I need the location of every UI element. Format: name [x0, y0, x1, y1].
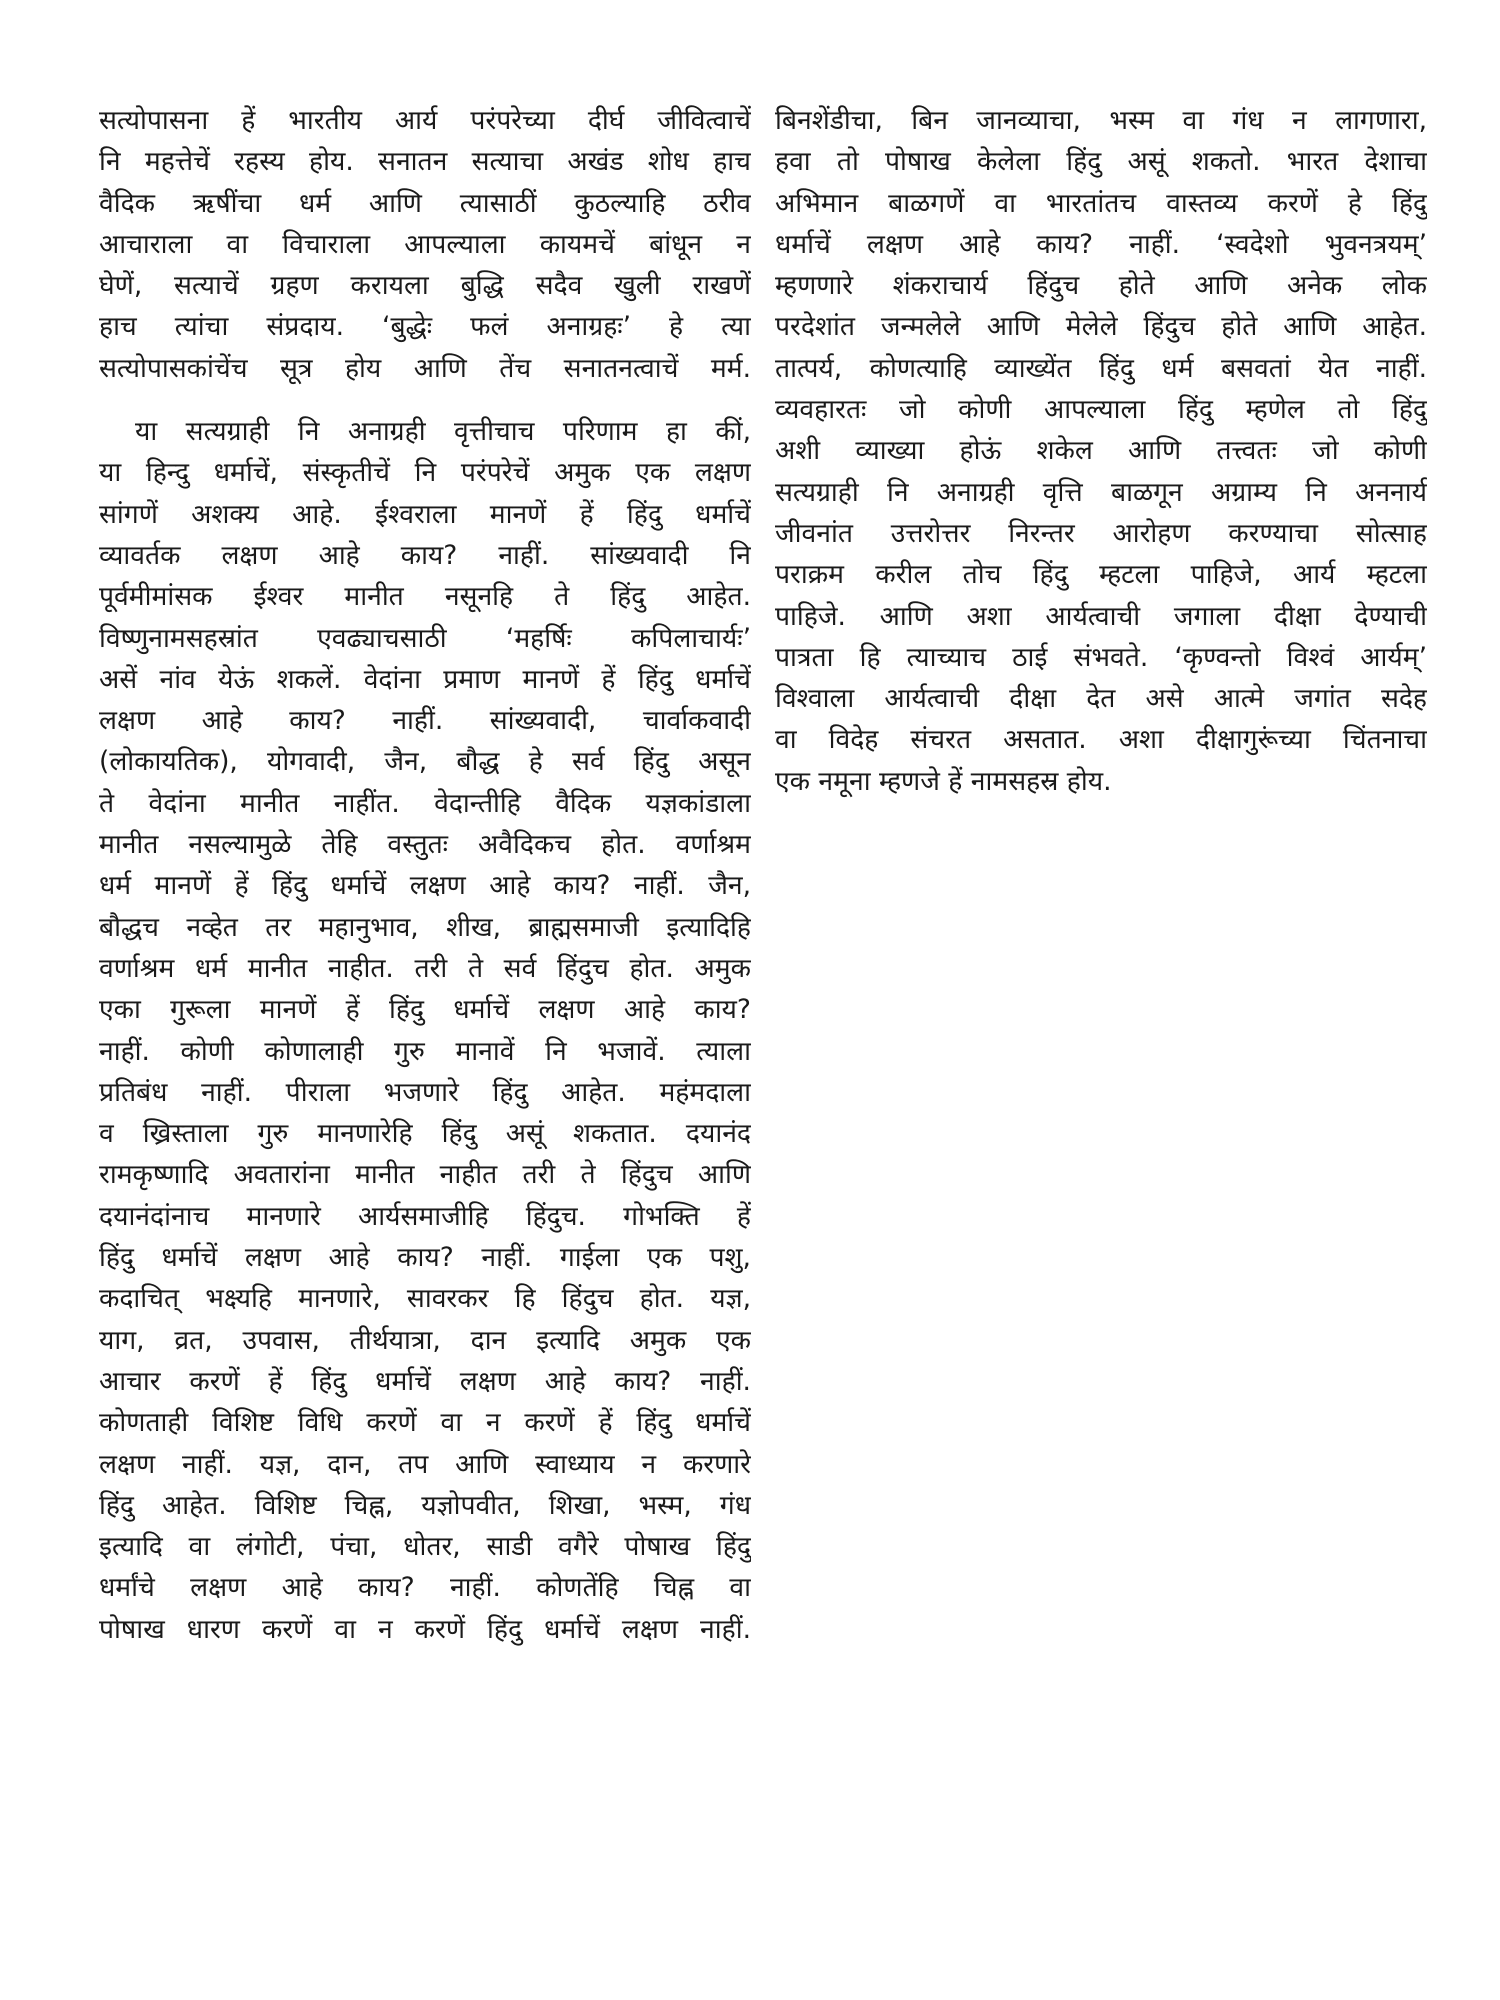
text-line: हवा तो पोषाख केलेला हिंदु असूं शकतो. भारत देशाचा: [775, 146, 1427, 178]
text-line: या सत्यग्राही नि अनाग्रही वृत्तीचाच परिणाम हा कीं,: [135, 416, 751, 448]
text-line: हिंदु आहेत. विशिष्ट चिह्न, यज्ञोपवीत, शिखा, भस्म, गंध: [99, 1489, 751, 1521]
text-line: दयानंदांनाच मानणारे आर्यसमाजीहि हिंदुच. गोभक्ति हें: [99, 1200, 751, 1232]
text-line: म्हणणारे शंकराचार्य हिंदुच होते आणि अनेक लोक: [775, 270, 1427, 302]
text-line: कदाचित् भक्ष्यहि मानणारे, सावरकर हि हिंदुच होत. यज्ञ,: [99, 1283, 751, 1315]
text-line: बौद्धच नव्हेत तर महानुभाव, शीख, ब्राह्मसमाजी इत्यादिहि: [99, 911, 751, 943]
text-line: विश्वाला आर्यत्वाची दीक्षा देत असे आत्मे जगांत सदेह: [775, 683, 1427, 715]
text-line: अशी व्याख्या होऊं शकेल आणि तत्त्वतः जो कोणी: [775, 435, 1427, 467]
text-line: लक्षण आहे काय? नाहीं. सांख्यवादी, चार्वाकवादी: [99, 705, 751, 737]
text-line: असें नांव येऊं शकलें. वेदांना प्रमाण मानणें हें हिंदु धर्माचें: [99, 663, 751, 695]
text-line: विष्णुनामसहस्रांत एवढ्याचसाठी ‘महर्षिः कपिलाचार्यः’: [99, 622, 751, 654]
text-line: सत्योपासकांचेंच सूत्र होय आणि तेंच सनातनत्वाचें मर्म.: [99, 352, 751, 384]
text-line: कोणताही विशिष्ट विधि करणें वा न करणें हें हिंदु धर्माचें: [99, 1407, 751, 1439]
text-line: व्यावर्तक लक्षण आहे काय? नाहीं. सांख्यवादी नि: [99, 539, 751, 571]
text-line: (लोकायतिक), योगवादी, जैन, बौद्ध हे सर्व हिंदु असून: [99, 746, 751, 778]
text-line: पराक्रम करील तोच हिंदु म्हटला पाहिजे, आर्य म्हटला: [775, 559, 1427, 591]
text-line: वर्णाश्रम धर्म मानीत नाहीत. तरी ते सर्व हिंदुच होत. अमुक: [99, 952, 751, 984]
text-line: या हिन्दु धर्माचें, संस्कृतीचें नि परंपरेचें अमुक एक लक्षण: [99, 457, 751, 489]
text-line: धर्म मानणें हें हिंदु धर्माचें लक्षण आहे काय? नाहीं. जैन,: [99, 870, 751, 902]
text-line: जीवनांत उत्तरोत्तर निरन्तर आरोहण करण्याचा सोत्साह: [775, 517, 1427, 549]
text-line: पोषाख धारण करणें वा न करणें हिंदु धर्माचें लक्षण नाहीं.: [99, 1613, 751, 1645]
paragraph-1: [99, 100, 751, 389]
text-line: तात्पर्य, कोणत्याहि व्याख्येंत हिंदु धर्म बसवतां येत नाहीं.: [775, 352, 1427, 384]
text-line: घेणें, सत्याचें ग्रहण करायला बुद्धि सदैव खुली राखणें: [99, 270, 751, 302]
text-line: नाहीं. कोणी कोणालाही गुरु मानावें नि भजावें. त्याला: [99, 1035, 751, 1067]
text-line: बिनशेंडीचा, बिन जानव्याचा, भस्म वा गंध न लागणारा,: [775, 105, 1427, 136]
text-line: रामकृष्णादि अवतारांना मानीत नाहीत तरी ते हिंदुच आणि: [99, 1159, 751, 1191]
paragraph-2: [99, 411, 751, 1650]
text-line: पूर्वमीमांसक ईश्वर मानीत नसूनहि ते हिंदु आहेत.: [99, 581, 751, 613]
text-line: धर्माचें लक्षण आहे काय? नाहीं. ‘स्वदेशो भुवनत्रयम्’: [775, 228, 1427, 260]
text-line: वा विदेह संचरत असतात. अशा दीक्षागुरूंच्या चिंतनाचा: [775, 724, 1427, 756]
text-line: व ख्रिस्ताला गुरु मानणारेहि हिंदु असूं शकतात. दयानंद: [99, 1118, 751, 1150]
text-line: सत्योपासना हें भारतीय आर्य परंपरेच्या दीर्घ जीवित्वाचें: [99, 105, 751, 136]
text-line: व्यवहारतः जो कोणी आपल्याला हिंदु म्हणेल तो हिंदु: [775, 394, 1427, 426]
text-line: वैदिक ऋषींचा धर्म आणि त्यासाठीं कुठल्याहि ठरीव: [99, 187, 751, 219]
text-line: परदेशांत जन्मलेले आणि मेलेले हिंदुच होते आणि आहेत.: [775, 311, 1427, 343]
text-line: एक नमूना म्हणजे हें नामसहस्र होय.: [775, 765, 1112, 797]
text-line: ते वेदांना मानीत नाहींत. वेदान्तीहि वैदिक यज्ञकांडाला: [99, 787, 751, 819]
text-line: प्रतिबंध नाहीं. पीराला भजणारे हिंदु आहेत. महंमदाला: [99, 1076, 751, 1108]
text-line: अभिमान बाळगणें वा भारतांतच वास्तव्य करणें हे हिंदु: [775, 187, 1427, 219]
text-line: हिंदु धर्माचें लक्षण आहे काय? नाहीं. गाईला एक पशु,: [99, 1242, 751, 1274]
text-line: एका गुरूला मानणें हें हिंदु धर्माचें लक्षण आहे काय?: [99, 994, 751, 1026]
paragraph-3: [775, 100, 1427, 802]
right-column: [775, 100, 1427, 802]
text-line: पात्रता हि त्याच्याच ठाई संभवते. ‘कृण्वन्तो विश्वं आर्यम्’: [775, 641, 1427, 673]
text-line: याग, व्रत, उपवास, तीर्थयात्रा, दान इत्यादि अमुक एक: [99, 1324, 751, 1356]
text-line: इत्यादि वा लंगोटी, पंचा, धोतर, साडी वगैरे पोषाख हिंदु: [99, 1531, 751, 1563]
text-line: सांगणें अशक्य आहे. ईश्वराला मानणें हें हिंदु धर्माचें: [99, 498, 751, 530]
text-line: नि महत्तेचें रहस्य होय. सनातन सत्याचा अखंड शोध हाच: [99, 146, 751, 178]
text-line: आचाराला वा विचाराला आपल्याला कायमचें बांधून न: [99, 228, 751, 260]
text-line: पाहिजे. आणि अशा आर्यत्वाची जगाला दीक्षा देण्याची: [775, 600, 1427, 632]
text-line: सत्यग्राही नि अनाग्रही वृत्ति बाळगून अग्राम्य नि अननार्य: [775, 476, 1427, 508]
text-line: लक्षण नाहीं. यज्ञ, दान, तप आणि स्वाध्याय न करणारे: [99, 1448, 751, 1480]
text-line: मानीत नसल्यामुळे तेहि वस्तुतः अवैदिकच होत. वर्णाश्रम: [99, 829, 751, 861]
left-column: [99, 100, 751, 1650]
text-line: धर्मांचे लक्षण आहे काय? नाहीं. कोणतेंहि चिह्न वा: [99, 1572, 751, 1604]
text-line: हाच त्यांचा संप्रदाय. ‘बुद्धेः फलं अनाग्रहः’ हे त्या: [99, 311, 751, 343]
text-line: आचार करणें हें हिंदु धर्माचें लक्षण आहे काय? नाहीं.: [99, 1365, 751, 1397]
